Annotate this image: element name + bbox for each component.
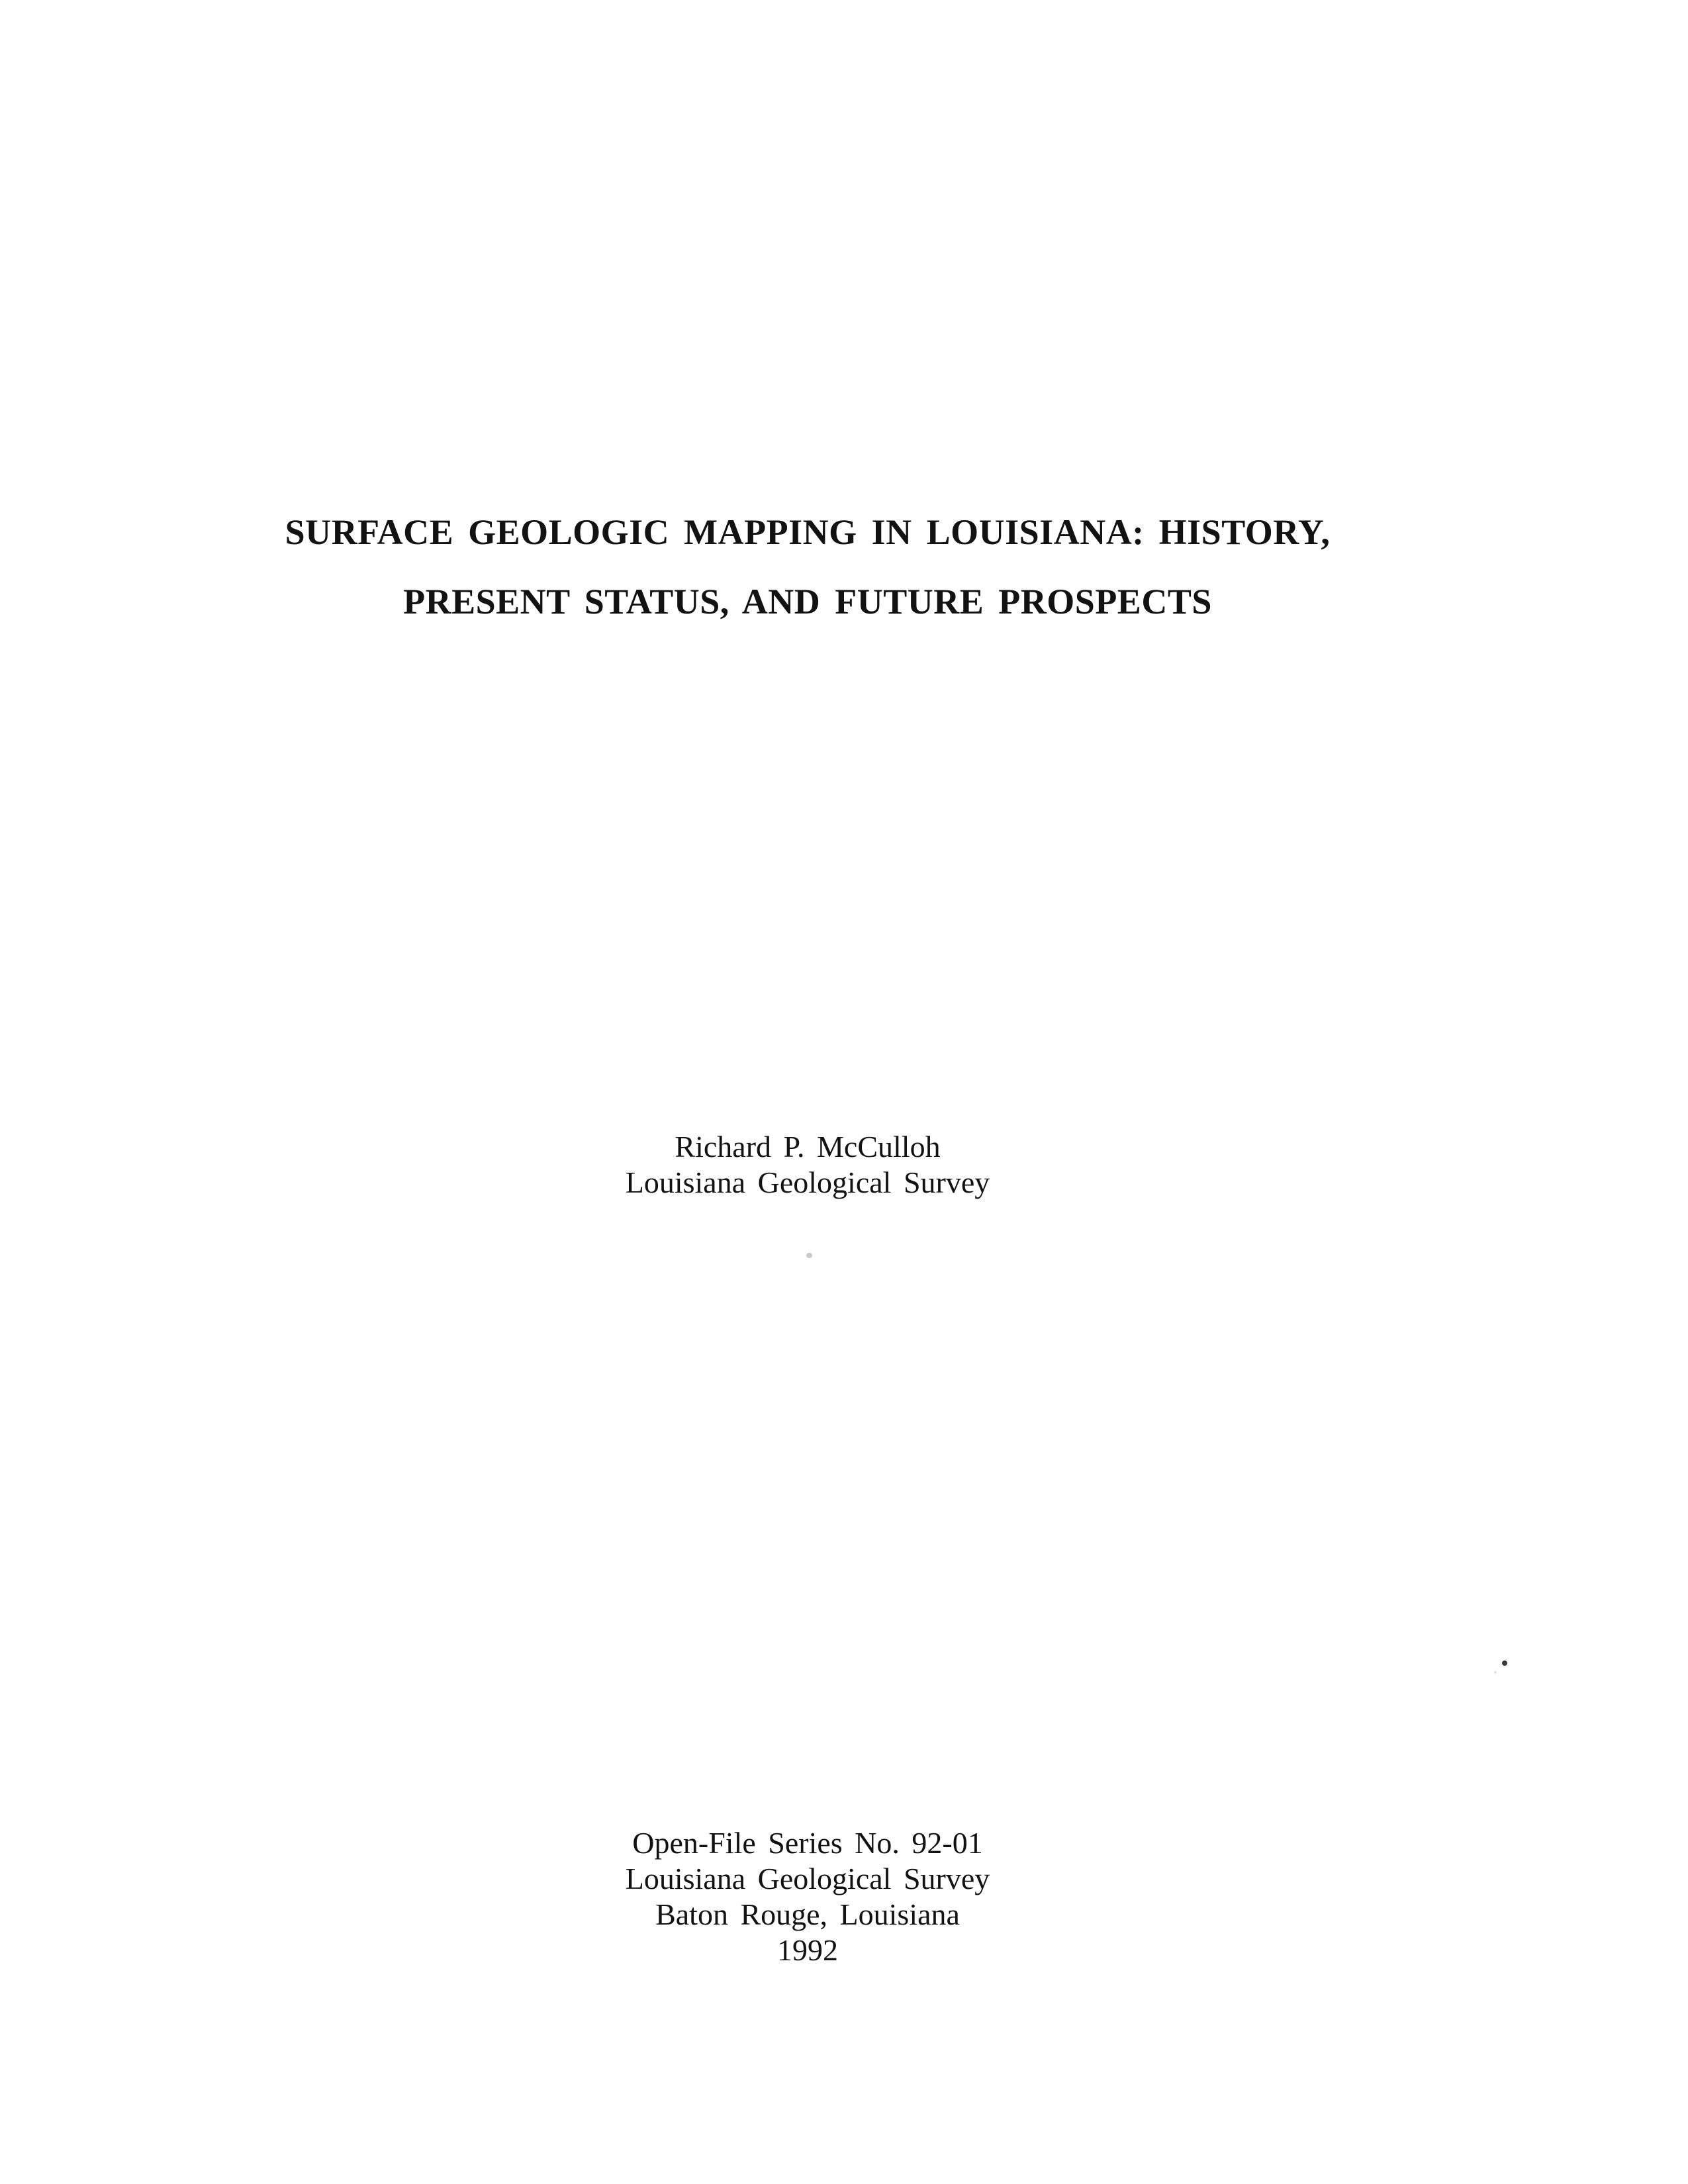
imprint-year: 1992 bbox=[777, 1933, 838, 1967]
title-line-1: SURFACE GEOLOGIC MAPPING IN LOUISIANA: HISTORY, bbox=[285, 512, 1331, 552]
imprint-publisher: Louisiana Geological Survey bbox=[625, 1862, 990, 1895]
document-title bbox=[0, 498, 1615, 637]
title-line-2: PRESENT STATUS, AND FUTURE PROSPECTS bbox=[403, 582, 1212, 621]
imprint-series: Open-File Series No. 92-01 bbox=[632, 1826, 983, 1860]
scan-artifact-dot bbox=[806, 1253, 812, 1258]
author-name: Richard P. McCulloh bbox=[675, 1130, 941, 1163]
author-block bbox=[0, 1129, 1615, 1201]
author-affiliation: Louisiana Geological Survey bbox=[625, 1165, 990, 1199]
imprint-block bbox=[0, 1825, 1615, 1968]
scan-artifact-dot bbox=[1502, 1661, 1507, 1666]
imprint-location: Baton Rouge, Louisiana bbox=[655, 1897, 960, 1931]
